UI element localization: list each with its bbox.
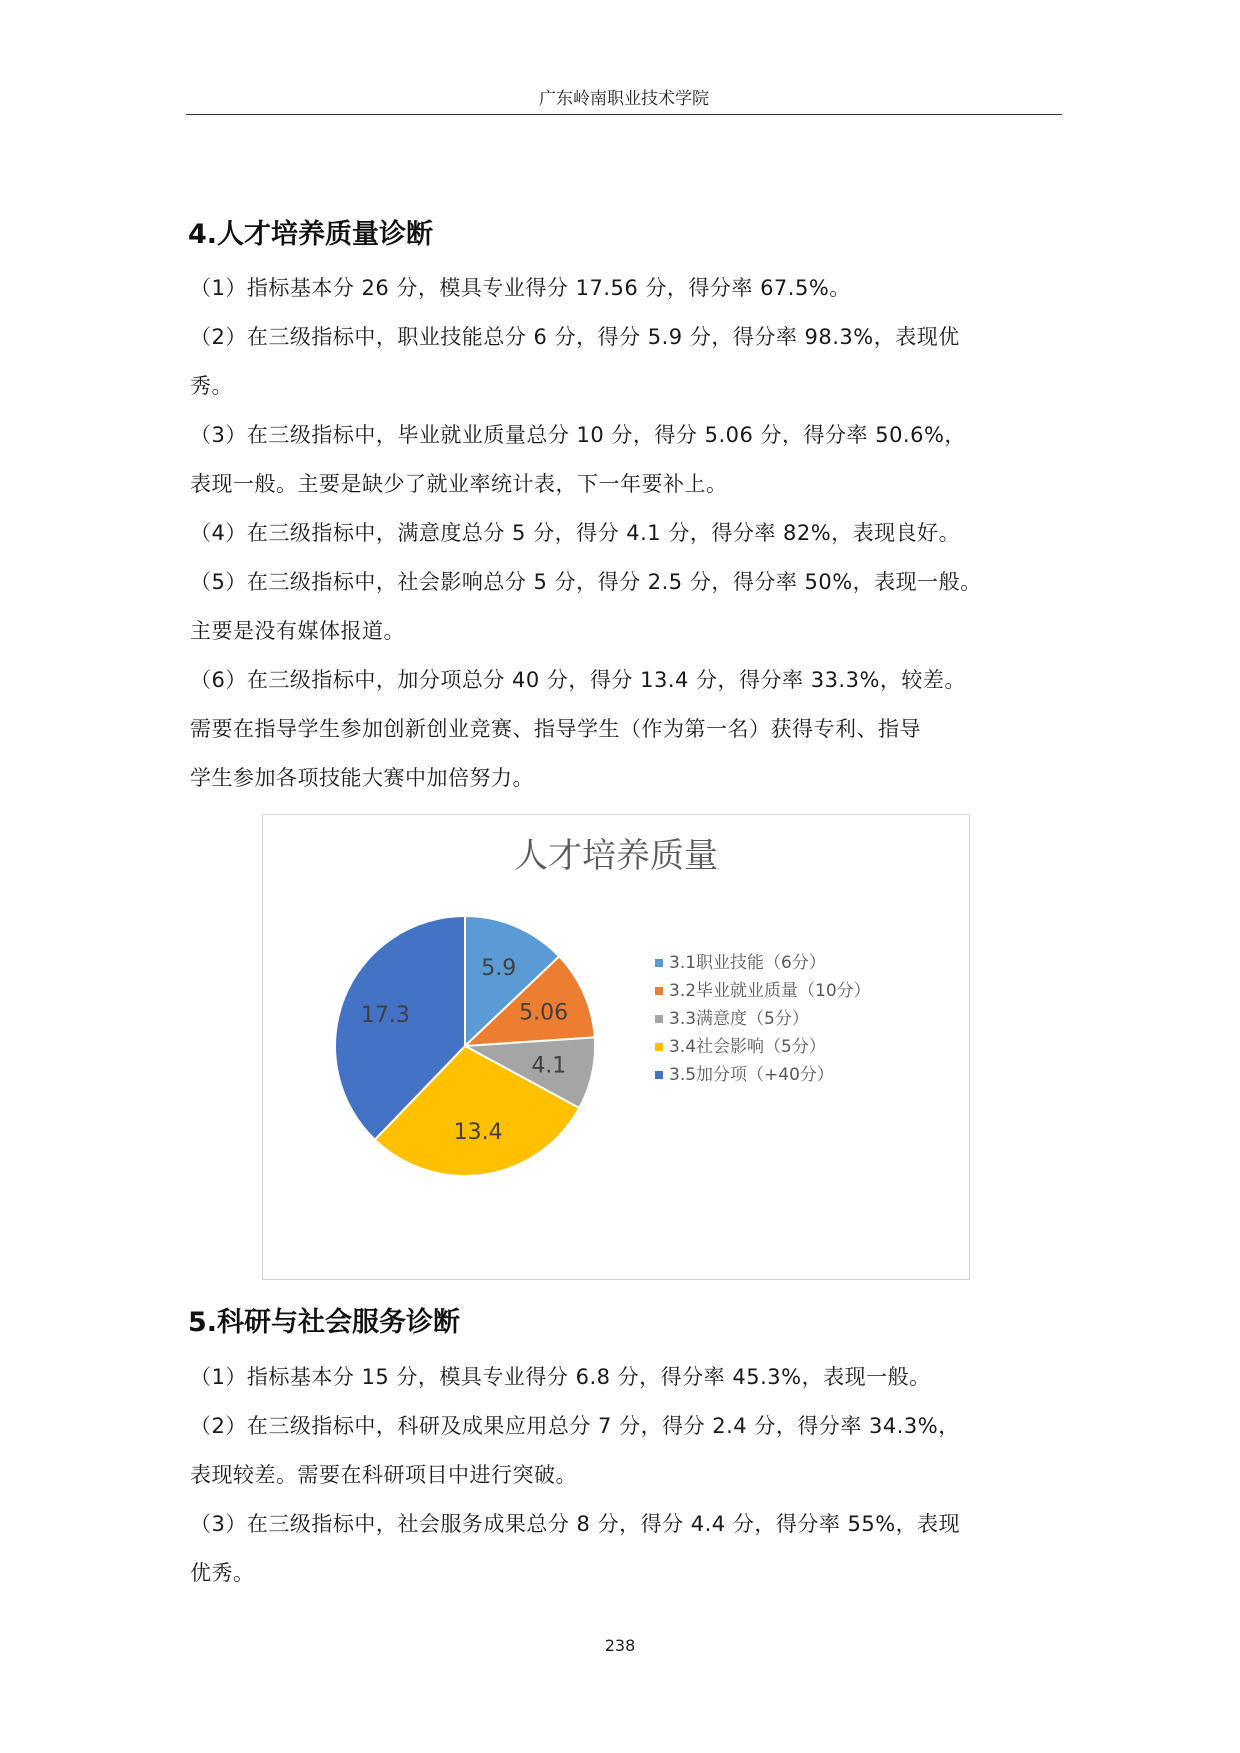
- text-line: （6）在三级指标中，加分项总分 40 分，得分 13.4 分，得分率 33.3%，较差。: [190, 668, 966, 692]
- legend-label: 3.5加分项（+40分）: [669, 1065, 834, 1085]
- section-title-talent: 4.人才培养质量诊断: [188, 219, 434, 250]
- legend-swatch: [655, 1043, 663, 1051]
- text-line: （1）指标基本分 15 分，模具专业得分 6.8 分，得分率 45.3%，表现一般。: [190, 1365, 931, 1389]
- text-line: 主要是没有媒体报道。: [190, 619, 405, 643]
- legend-label: 3.4社会影响（5分）: [669, 1037, 826, 1057]
- section-body-research: [190, 1353, 1050, 1598]
- legend-swatch: [655, 959, 663, 967]
- pie-chart-svg: [263, 815, 969, 1279]
- chart-title: 人才培养质量: [514, 836, 718, 876]
- legend-label: 3.2毕业就业质量（10分）: [669, 981, 871, 1001]
- text-line: （5）在三级指标中，社会影响总分 5 分，得分 2.5 分，得分率 50%，表现一般。: [190, 570, 982, 594]
- pie-data-label: 13.4: [453, 1119, 503, 1145]
- pie-data-label: 4.1: [531, 1053, 567, 1079]
- text-line: （1）指标基本分 26 分，模具专业得分 17.56 分，得分率 67.5%。: [190, 276, 851, 300]
- text-line: （2）在三级指标中，职业技能总分 6 分，得分 5.9 分，得分率 98.3%，表现优: [190, 325, 960, 349]
- header-rule: [186, 114, 1062, 115]
- pie-data-label: 5.06: [519, 1000, 569, 1026]
- legend-label: 3.1职业技能（6分）: [669, 953, 826, 973]
- text-line: 表现较差。需要在科研项目中进行突破。: [190, 1463, 577, 1487]
- page-number: 238: [604, 1636, 636, 1655]
- text-line: 需要在指导学生参加创新创业竞赛、指导学生（作为第一名）获得专利、指导: [190, 717, 921, 741]
- section-title-research: 5.科研与社会服务诊断: [188, 1307, 461, 1338]
- pie-data-label: 5.9: [481, 956, 517, 982]
- text-line: （3）在三级指标中，社会服务成果总分 8 分，得分 4.4 分，得分率 55%，表现: [190, 1512, 961, 1536]
- text-line: 秀。: [190, 374, 233, 398]
- legend-swatch: [655, 1071, 663, 1079]
- page-header: 广东岭南职业技术学院: [539, 89, 709, 109]
- pie-data-label: 17.3: [360, 1002, 410, 1028]
- text-line: 学生参加各项技能大赛中加倍努力。: [190, 766, 534, 790]
- section-body-talent: [190, 264, 1050, 803]
- text-line: （4）在三级指标中，满意度总分 5 分，得分 4.1 分，得分率 82%，表现良好。: [190, 521, 961, 545]
- legend-label: 3.3满意度（5分）: [669, 1009, 809, 1029]
- legend-swatch: [655, 1015, 663, 1023]
- text-line: （3）在三级指标中，毕业就业质量总分 10 分，得分 5.06 分，得分率 50.6%，: [190, 423, 966, 447]
- pie-chart: [262, 814, 970, 1280]
- text-line: 优秀。: [190, 1561, 255, 1585]
- legend-swatch: [655, 987, 663, 995]
- text-line: （2）在三级指标中，科研及成果应用总分 7 分，得分 2.4 分，得分率 34.3%，: [190, 1414, 960, 1438]
- text-line: 表现一般。主要是缺少了就业率统计表，下一年要补上。: [190, 472, 728, 496]
